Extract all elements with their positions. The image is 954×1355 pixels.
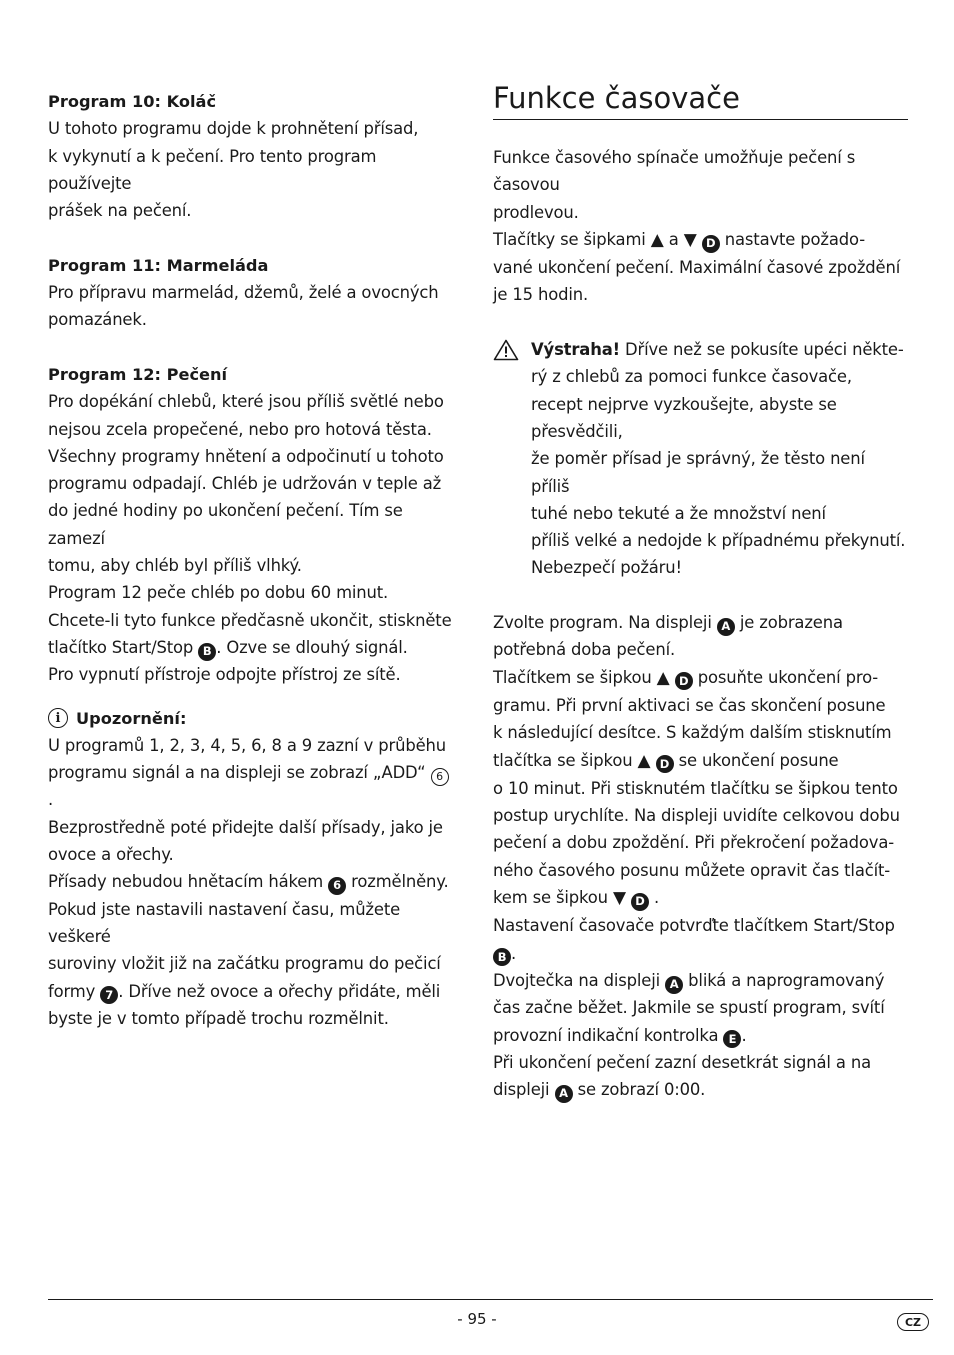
note-hook-line [48, 868, 453, 895]
section-title: Funkce časovače [493, 78, 908, 120]
note-last-line: byste je v tomto případě trochu rozmělnit. [48, 1008, 389, 1028]
text: je zobrazena [739, 613, 843, 633]
text: displeji [493, 1080, 550, 1100]
text: nastavte požado- [724, 229, 865, 249]
up-line-2: gramu. Při první aktivaci se čas skončení posune [493, 695, 886, 715]
warning-line-3: recept nejprve vyzkoušejte, abyste se přesvědčili, [531, 394, 837, 441]
program-10-line-1: U tohoto programu dojde k prohnětení přísad, [48, 119, 419, 139]
arrow-up-icon: ▲ [637, 750, 651, 771]
text: posuňte ukončení pro- [697, 667, 879, 687]
warning-heading: Výstraha! [531, 340, 620, 360]
text: Zvolte program. Na displeji [493, 613, 712, 633]
program-12-start-stop-line [48, 634, 453, 661]
badge-7: 7 [100, 986, 118, 1004]
page-number: - 95 - [457, 1310, 497, 1328]
program-11-heading: Program 11: Marmeláda [48, 255, 269, 275]
select-line-2: potřebná doba pečení. [493, 640, 676, 660]
badge-a: A [555, 1085, 573, 1103]
note-line-2 [48, 759, 453, 814]
warning-line-5: tuhé nebo tekuté a že množství není [531, 503, 826, 523]
text: Přísady nebudou hnětacím hákem [48, 872, 324, 892]
footer-divider [48, 1299, 933, 1300]
text: a [668, 229, 679, 249]
warning-block [493, 336, 908, 582]
text: . [654, 888, 660, 908]
end-line-2 [493, 1076, 908, 1103]
confirm-line [493, 912, 908, 967]
program-11-line-1: Pro přípravu marmelád, džemů, želé a ovocných [48, 283, 439, 303]
up2-line-3: postup urychlíte. Na displeji uvidíte celkovou dobu [493, 806, 900, 826]
select-line [493, 609, 908, 636]
program-10-line-3: prášek na pečení. [48, 201, 192, 221]
text: tlačítka se šipkou [493, 750, 633, 770]
note-heading: Upozornění: [76, 708, 187, 728]
text: Tlačítky se šipkami [493, 229, 646, 249]
left-column [48, 88, 453, 1032]
badge-b: B [198, 643, 216, 661]
program-12-line-4: programu odpadají. Chléb je udržován v teple až [48, 474, 442, 494]
text: formy [48, 981, 96, 1001]
up-line-3: k následující desítce. S každým dalším stisknutím [493, 723, 892, 743]
warning-line-1 [531, 336, 908, 363]
lamp-line [493, 1022, 908, 1049]
warning-text [531, 336, 908, 582]
program-12-line-2: nejsou zcela propečené, nebo pro hotová těsta. [48, 419, 432, 439]
program-12-line-6: tomu, aby chléb byl příliš vlhký. [48, 556, 302, 576]
arrow-up-icon: ▲ [656, 667, 670, 688]
note-line-7: suroviny vložit již na začátku programu do pečicí [48, 954, 441, 974]
badge-a: A [665, 976, 683, 994]
up2-line [493, 747, 908, 775]
program-12-line-8: Chcete-li tyto funkce předčasně ukončit, stiskněte [48, 610, 452, 630]
text: Dříve než se pokusíte upéci někte- [619, 340, 904, 360]
badge-d: D [631, 893, 649, 911]
text: Dvojtečka na displeji [493, 970, 661, 990]
up2-line-2: o 10 minut. Při stisknutém tlačítku se šipkou tento [493, 778, 898, 798]
note-heading-row [48, 705, 453, 732]
colon-line-2: čas začne běžet. Jakmile se spustí program, svítí [493, 998, 885, 1018]
text: se zobrazí 0:00. [577, 1080, 706, 1100]
program-11-line-2: pomazánek. [48, 310, 147, 330]
program-12-line-7: Program 12 peče chléb po dobu 60 minut. [48, 583, 389, 603]
arrow-up-icon: ▲ [650, 229, 664, 250]
arrows-line-3: je 15 hodin. [493, 285, 589, 305]
down-line [493, 884, 908, 912]
note-line-6: Pokud jste nastavili nastavení času, můžete veškeré [48, 899, 401, 946]
colon-line [493, 967, 908, 994]
text: tlačítko Start/Stop [48, 637, 194, 657]
text: se ukončení posune [678, 750, 839, 770]
up2-line-4: pečení a dobu zpoždění. Při překročení požadova- [493, 833, 894, 853]
note-line-1: U programů 1, 2, 3, 4, 5, 6, 8 a 9 zazní v průběhu [48, 735, 447, 755]
warning-line-7: Nebezpečí požáru! [531, 558, 682, 578]
warning-triangle-icon [493, 336, 531, 582]
program-12-heading: Program 12: Pečení [48, 364, 228, 384]
note-line-4: ovoce a ořechy. [48, 845, 174, 865]
warning-line-2: rý z chlebů za pomoci funkce časovače, [531, 367, 852, 387]
note-form-line [48, 978, 453, 1005]
language-badge: CZ [897, 1313, 929, 1331]
badge-e: E [723, 1030, 741, 1048]
program-12-line-3: Všechny programy hnětení a odpočinutí u tohoto [48, 446, 444, 466]
text: Tlačítkem se šipkou [493, 667, 652, 687]
arrows-line [493, 226, 908, 254]
badge-d: D [675, 672, 693, 690]
right-column [493, 78, 908, 1103]
badge-d: D [656, 755, 674, 773]
badge-b: B [493, 948, 511, 966]
badge-a: A [717, 618, 735, 636]
info-icon: i [48, 708, 68, 728]
program-12-line-1: Pro dopékání chlebů, které jsou příliš světlé nebo [48, 392, 444, 412]
warning-line-4: že poměr přísad je správný, že těsto není příliš [531, 449, 865, 496]
arrows-line-2: vané ukončení pečení. Maximální časové zpoždění [493, 258, 901, 278]
text: . [741, 1025, 747, 1045]
text: rozmělněny. [351, 872, 449, 892]
text: . Ozve se dlouhý signál. [216, 637, 408, 657]
warning-line-6: příliš velké a nedojde k případnému překynutí. [531, 531, 906, 551]
text: bliká a naprogramovaný [688, 970, 885, 990]
badge-6: 6 [328, 877, 346, 895]
program-12-line-5: do jedné hodiny po ukončení pečení. Tím se zamezí [48, 501, 403, 548]
up-line [493, 664, 908, 692]
badge-d: D [702, 235, 720, 253]
note-line-3: Bezprostředně poté přidejte další přísady, jako je [48, 817, 443, 837]
text: . Dříve než ovoce a ořechy přidáte, měli [118, 981, 441, 1001]
badge-6-outline: 6 [431, 768, 449, 786]
text: Nastavení časovače potvrďte tlačítkem Start/Stop [493, 916, 895, 936]
program-10-heading: Program 10: Koláč [48, 92, 217, 111]
intro-line-2: prodlevou. [493, 202, 579, 222]
text: . [48, 790, 54, 810]
arrow-down-icon: ▼ [612, 888, 626, 909]
end-line-1: Při ukončení pečení zazní desetkrát signál a na [493, 1052, 871, 1072]
up2-line-5: ného časového posunu můžete opravit čas tlačít- [493, 860, 891, 880]
text: . [511, 943, 517, 963]
arrow-down-icon: ▼ [683, 229, 697, 250]
intro-line-1: Funkce časového spínače umožňuje pečení s časovou [493, 148, 856, 195]
text: provozní indikační kontrolka [493, 1025, 719, 1045]
warning-triangle-svg [493, 339, 519, 361]
text: programu signál a na displeji se zobrazí „ADD“ [48, 763, 426, 783]
program-10-line-2: k vykynutí a k pečení. Pro tento program používejte [48, 146, 377, 193]
program-12-last-line: Pro vypnutí přístroje odpojte přístroj ze sítě. [48, 665, 401, 685]
text: kem se šipkou [493, 888, 608, 908]
